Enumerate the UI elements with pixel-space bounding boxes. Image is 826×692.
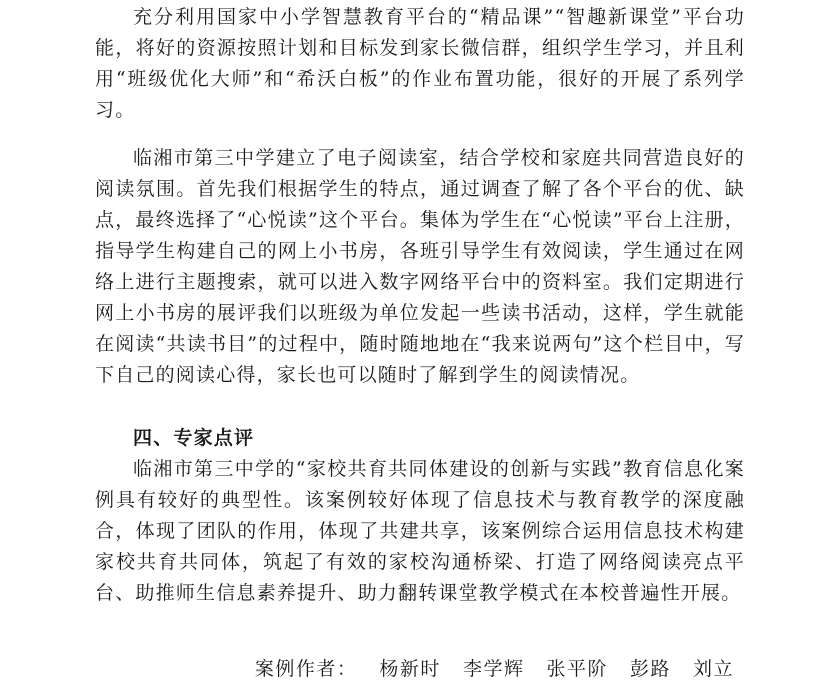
author-name: 彭路 xyxy=(629,658,671,680)
body-paragraph-resources: 充分利用国家中小学智慧教育平台的“精品课”“智趣新课堂”平台功能，将好的资源按照计划和目标发到家长微信群，组织学生学习，并且利用“班级优化大师”和“希沃白板”的作业布置功能，很好的开展了系列学习。 xyxy=(95,6,745,121)
body-paragraph-reading-room: 临湘市第三中学建立了电子阅读室，结合学校和家庭共同营造良好的阅读氛围。首先我们根据学生的特点，通过调查了解了各个平台的优、缺点，最终选择了“心悦读”这个平台。集体为学生在“心悦读”平台上注册，指导学生构建自己的网上小书房，各班引导学生有效阅读，学生通过在网络上进行主题搜索，就可以进入数字网络平台中的资料室。我们定期进行网上小书房的展评我们以班级为单位发起一些读书活动，这样，学生就能在阅读“共读书目”的过程中，随时随地地在“我来说两句”这个栏目中，写下自己的阅读心得，家长也可以随时了解到学生的阅读情况。 xyxy=(95,147,745,386)
body-paragraph-expert-review: 临湘市第三中学的“家校共育共同体建设的创新与实践”教育信息化案例具有较好的典型性。该案例较好体现了信息技术与教育教学的深度融合，体现了团队的作用，体现了共建共享，该案例综合运用信息技术构建家校共育共同体，筑起了有效的家校沟通桥梁、打造了网络阅读亮点平台、助推师生信息素养提升、助力翻转课堂教学模式在本校普遍性开展。 xyxy=(95,458,745,604)
author-name: 张平阶 xyxy=(546,658,608,680)
author-credit-label: 案例作者： xyxy=(254,658,358,680)
author-name: 刘立 xyxy=(692,658,734,680)
author-credit-line xyxy=(255,654,734,685)
author-name: 杨新时 xyxy=(379,658,441,680)
section-heading-expert-review: 四、专家点评 xyxy=(133,427,255,449)
author-name: 李学辉 xyxy=(462,658,525,680)
